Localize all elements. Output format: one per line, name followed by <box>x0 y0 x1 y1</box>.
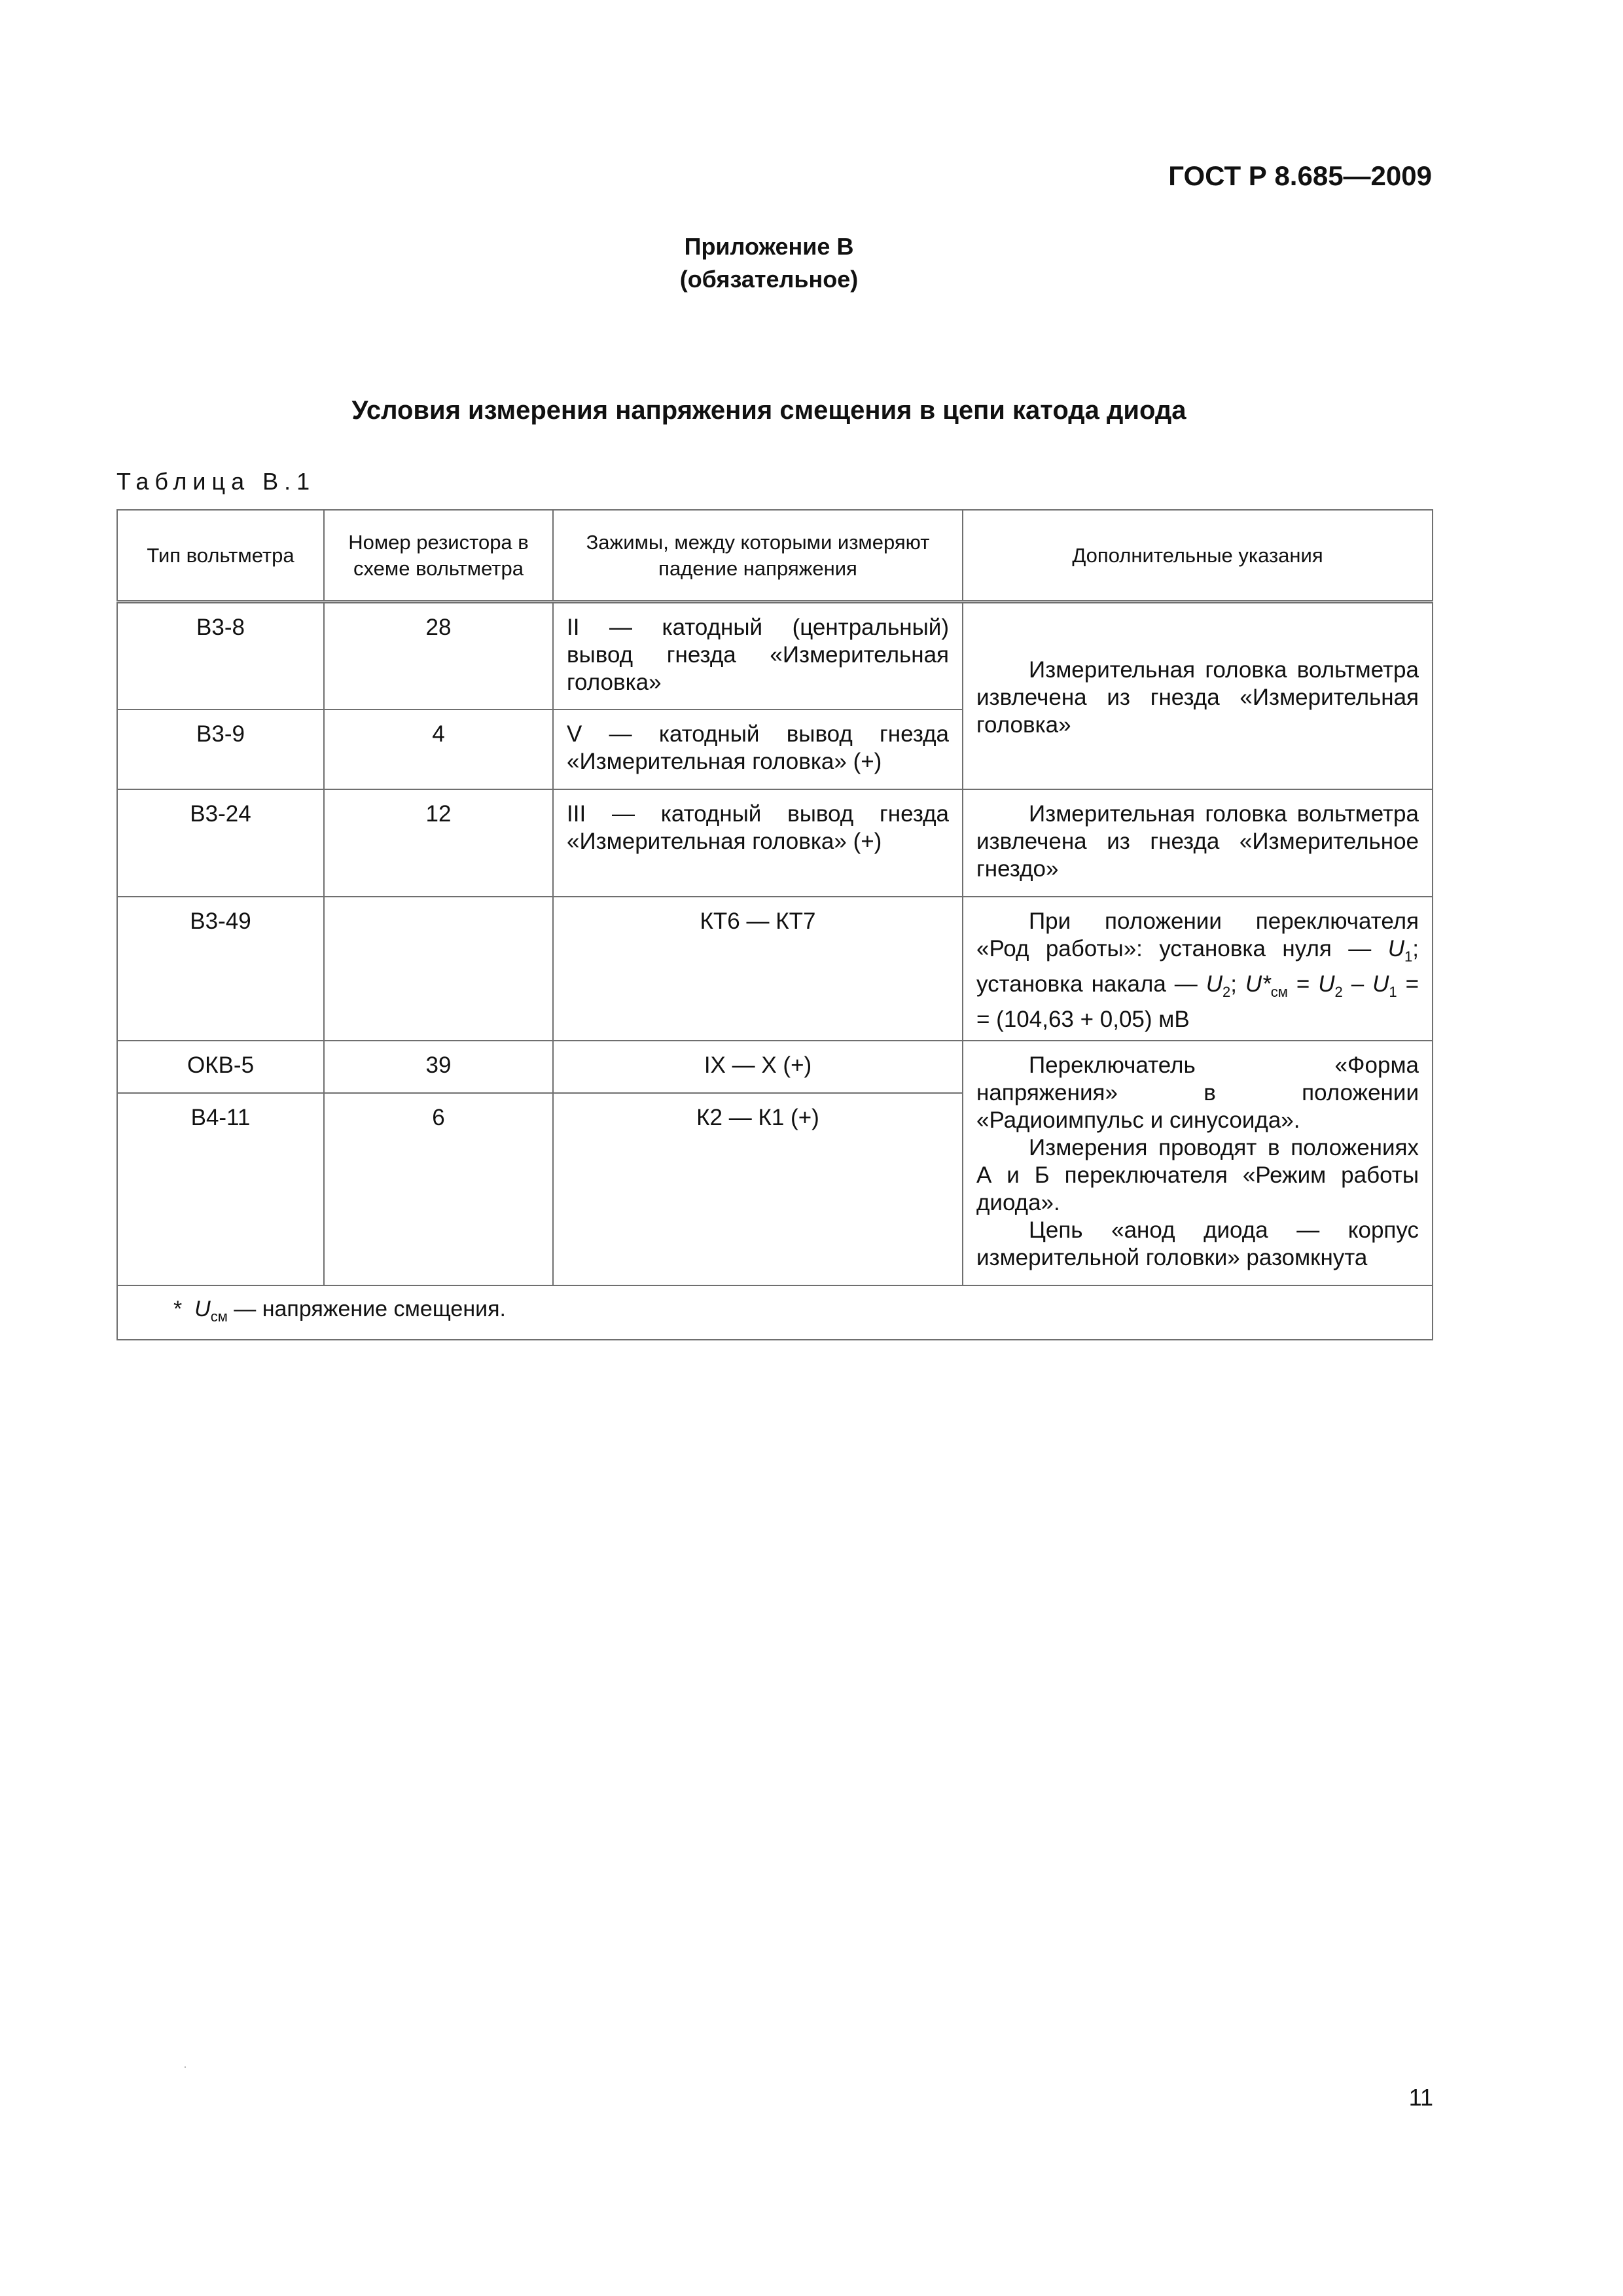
notes-cell <box>963 1041 1433 1285</box>
table-footnote-row <box>117 1285 1433 1340</box>
note-paragraph: Цепь «анод диода — корпус измерительной головки» разомкнута <box>976 1217 1419 1270</box>
terminals: КТ6 — КТ7 <box>553 897 963 1041</box>
terminals: IX — X (+) <box>553 1041 963 1093</box>
voltmeter-type: В3-24 <box>117 789 324 897</box>
table-footnote: * $U_{см}$ — напряжение смещения. <box>117 1285 1433 1340</box>
table-row <box>117 789 1433 897</box>
notes-cell: При положении переключателя «Род работы»: установка нуля — $U_1$; установка накала — $U_2$; $U*_{см} = U_2 - U_1$ = = (104,63 + 0,05) мВ <box>963 897 1433 1041</box>
column-header: Зажимы, между которыми измеряют падение напряжения <box>553 510 963 602</box>
terminals: К2 — К1 (+) <box>553 1093 963 1285</box>
terminals: V — катодный вывод гнезда «Измерительная головка» (+) <box>553 709 963 789</box>
table-header-row <box>117 510 1433 602</box>
resistor-number: 39 <box>324 1041 553 1093</box>
column-header: Дополнительные указания <box>963 510 1433 602</box>
terminals: II — катодный (центральный) вывод гнезда «Измерительная головка» <box>553 602 963 709</box>
table-row <box>117 1041 1433 1093</box>
voltmeter-type: В3-8 <box>117 602 324 709</box>
resistor-number <box>324 897 553 1041</box>
column-header: Номер резистора в схеме вольтметра <box>324 510 553 602</box>
notes-cell: Измерительная головка вольтметра извлечена из гнезда «Измерительное гнездо» <box>963 789 1433 897</box>
appendix-title: Приложение В <box>684 233 854 260</box>
resistor-number: 12 <box>324 789 553 897</box>
voltmeter-type: ОКВ-5 <box>117 1041 324 1093</box>
table-row <box>117 602 1433 709</box>
note-paragraph: Переключатель «Форма напряжения» в положении «Радиоимпульс и синусоида». <box>976 1052 1419 1133</box>
stray-mark: . <box>184 2059 187 2070</box>
column-header: Тип вольтметра <box>117 510 324 602</box>
terminals: III — катодный вывод гнезда «Измерительная головка» (+) <box>553 789 963 897</box>
voltmeter-conditions-table <box>116 509 1433 1340</box>
table-label: Таблица В.1 <box>116 468 316 495</box>
resistor-number: 28 <box>324 602 553 709</box>
voltmeter-type: В4-11 <box>117 1093 324 1285</box>
resistor-number: 6 <box>324 1093 553 1285</box>
appendix-heading <box>0 230 1538 296</box>
appendix-subtitle: (обязательное) <box>679 266 859 293</box>
table-row <box>117 897 1433 1041</box>
standard-number: ГОСТ Р 8.685—2009 <box>1168 160 1432 191</box>
note-paragraph: Измерения проводят в положениях А и Б переключателя «Режим работы диода». <box>976 1134 1419 1215</box>
notes-cell: Измерительная головка вольтметра извлечена из гнезда «Измерительная головка» <box>963 602 1433 789</box>
resistor-number: 4 <box>324 709 553 789</box>
voltmeter-type: В3-49 <box>117 897 324 1041</box>
page-number: 11 <box>1408 2084 1433 2111</box>
section-title: Условия измерения напряжения смещения в цепи катода диода <box>351 396 1186 425</box>
voltmeter-type: В3-9 <box>117 709 324 789</box>
